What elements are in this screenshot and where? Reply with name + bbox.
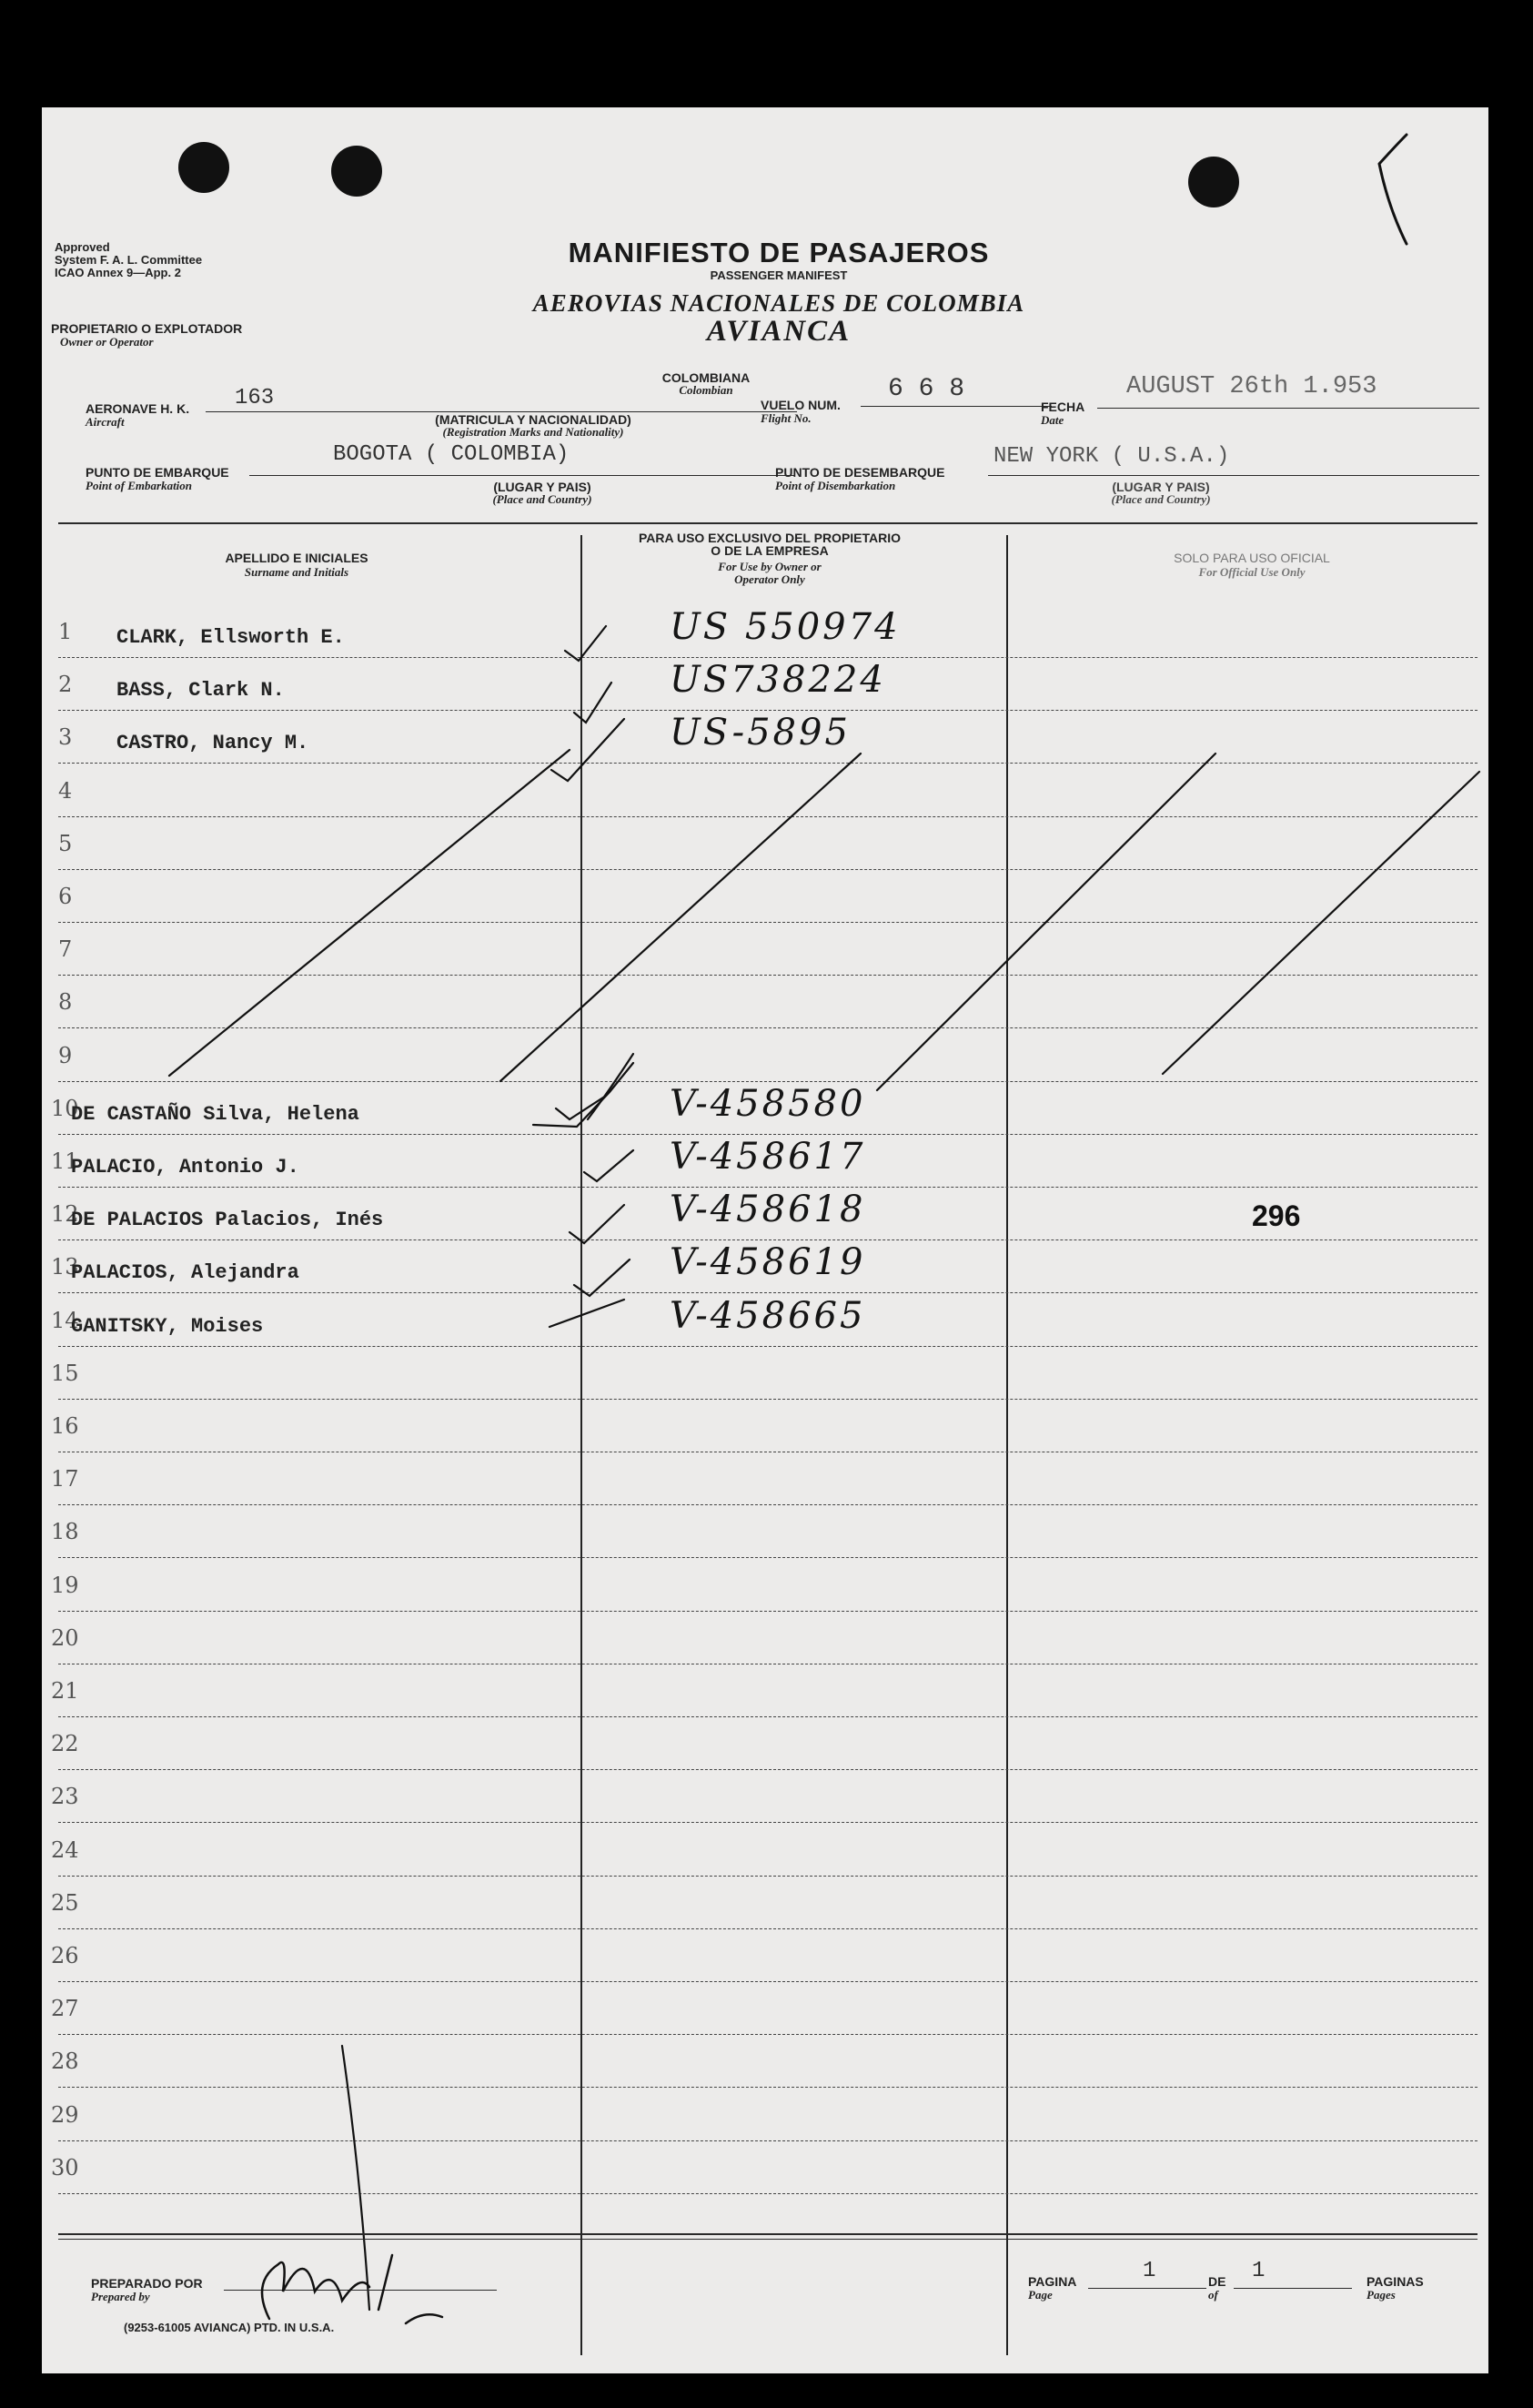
row-number: 10 (51, 1096, 79, 1121)
row-number: 2 (58, 672, 73, 697)
aircraft-label: AERONAVE H. K. (86, 401, 190, 416)
check-mark (574, 1260, 630, 1296)
page-label: PAGINA (1028, 2274, 1077, 2289)
airline-name: AEROVIAS NACIONALES DE COLOMBIA (532, 289, 1025, 317)
corner-flourish (1379, 135, 1407, 244)
row-number: 27 (51, 1996, 79, 2021)
owner-label: PROPIETARIO O EXPLOTADOR (51, 321, 243, 336)
check-mark (550, 1300, 624, 1327)
passport-number: US-5895 (670, 712, 851, 754)
nationality-label: COLOMBIANA (661, 370, 751, 385)
row-number: 9 (58, 1043, 73, 1068)
passport-number: V-458617 (670, 1136, 866, 1178)
pages-label: PAGINAS (1367, 2274, 1424, 2289)
passenger-name: DE PALACIOS Palacios, Inés (71, 1209, 384, 1231)
disembark-place-label: (LUGAR Y PAIS) (1112, 480, 1210, 494)
prepared-label-en: Prepared by (91, 2290, 150, 2303)
check-mark (556, 1096, 606, 1119)
approval-line-3: ICAO Annex 9—App. 2 (55, 266, 181, 279)
row-number: 23 (51, 1784, 79, 1809)
row-number: 4 (58, 778, 73, 804)
disembark-value: NEW YORK ( U.S.A.) (993, 444, 1230, 469)
total-value: 1 (1252, 2259, 1266, 2283)
date-label-en: Date (1041, 413, 1064, 427)
of-label-en: of (1208, 2288, 1218, 2302)
document-title: MANIFIESTO DE PASAJEROS (568, 237, 990, 268)
row-number: 30 (51, 2155, 79, 2180)
passenger-name: CASTRO, Nancy M. (116, 732, 309, 754)
slash-mark (1163, 772, 1479, 1074)
col-header-owner-en-2: Operator Only (734, 572, 805, 586)
handwritten-marks (42, 107, 1488, 2373)
pages-label-en: Pages (1367, 2288, 1396, 2302)
page-value: 1 (1143, 2259, 1156, 2283)
document-title-en: PASSENGER MANIFEST (710, 268, 848, 282)
row-number: 3 (58, 724, 73, 750)
row-number: 22 (51, 1731, 79, 1756)
passport-number: US738224 (670, 659, 886, 701)
row-number: 13 (51, 1254, 79, 1280)
disembark-label: PUNTO DE DESEMBARQUE (775, 465, 945, 480)
check-mark (570, 1205, 624, 1243)
approval-line-2: System F. A. L. Committee (55, 253, 203, 267)
disembark-label-en: Point of Disembarkation (775, 479, 896, 492)
official-use-value: 296 (1252, 1199, 1301, 1232)
row-number: 24 (51, 1837, 79, 1863)
row-number: 17 (51, 1466, 79, 1492)
slash-mark (169, 750, 570, 1076)
row-number: 19 (51, 1573, 79, 1598)
row-number: 7 (58, 936, 73, 962)
row-number: 8 (58, 989, 73, 1015)
embark-value: BOGOTA ( COLOMBIA) (333, 442, 570, 467)
passport-number: V-458580 (670, 1083, 866, 1125)
slash-mark (533, 1063, 633, 1127)
embark-label-en: Point of Embarkation (86, 479, 193, 492)
of-label: DE (1208, 2274, 1226, 2289)
col-header-owner-en: For Use by Owner or (718, 560, 822, 573)
row-number: 1 (58, 619, 73, 644)
approval-line-1: Approved (55, 240, 110, 254)
passenger-name: PALACIO, Antonio J. (71, 1156, 299, 1179)
owner-label-en: Owner or Operator (60, 335, 154, 349)
date-label: FECHA (1041, 400, 1085, 414)
prepared-label: PREPARADO POR (91, 2276, 203, 2291)
embark-place-label: (LUGAR Y PAIS) (493, 480, 591, 494)
row-number: 12 (51, 1201, 79, 1227)
row-number: 11 (51, 1148, 79, 1174)
col-header-official: SOLO PARA USO OFICIAL (1174, 551, 1330, 565)
total-underline (1234, 2288, 1352, 2289)
row-number: 20 (51, 1625, 79, 1651)
flight-value: 6 6 8 (888, 375, 965, 403)
row-number: 15 (51, 1361, 79, 1386)
col-header-name: APELLIDO E INICIALES (225, 551, 368, 565)
slash-mark (500, 754, 861, 1081)
row-number: 21 (51, 1678, 79, 1704)
slash-mark (877, 754, 1215, 1090)
registration-label-en: (Registration Marks and Nationality) (442, 425, 624, 439)
printer-note: (9253-61005 AVIANCA) PTD. IN U.S.A. (124, 2321, 335, 2334)
col-header-owner-2: O DE LA EMPRESA (711, 543, 829, 558)
check-mark (565, 626, 606, 661)
nationality-label-en: Colombian (679, 383, 733, 397)
col-header-owner: PARA USO EXCLUSIVO DEL PROPIETARIO (638, 531, 902, 545)
manifest-sheet (42, 107, 1488, 2373)
registration-label: (MATRICULA Y NACIONALIDAD) (435, 412, 631, 427)
embark-place-label-en: (Place and Country) (492, 492, 592, 506)
page-label-en: Page (1028, 2288, 1053, 2302)
date-value: AUGUST 26th 1.953 (1126, 373, 1377, 400)
airline-short: AVIANCA (706, 315, 852, 348)
page-underline (1088, 2288, 1206, 2289)
flight-label: VUELO NUM. (761, 398, 841, 412)
passport-number: V-458665 (670, 1295, 866, 1337)
passenger-name: BASS, Clark N. (116, 679, 285, 702)
embark-label: PUNTO DE EMBARQUE (86, 465, 229, 480)
flight-label-en: Flight No. (761, 411, 812, 425)
check-mark (574, 683, 611, 723)
row-number: 26 (51, 1943, 79, 1968)
row-number: 18 (51, 1519, 79, 1544)
check-mark (551, 719, 624, 781)
row-number: 14 (51, 1308, 79, 1333)
aircraft-value: 163 (235, 386, 275, 410)
row-number: 16 (51, 1413, 79, 1439)
passport-number: V-458618 (670, 1189, 866, 1230)
footer-rule (58, 2233, 1478, 2235)
aircraft-label-en: Aircraft (86, 415, 125, 429)
disembark-place-label-en: (Place and Country) (1111, 492, 1211, 506)
check-mark (584, 1150, 633, 1181)
col-header-name-en: Surname and Initials (244, 565, 349, 579)
passenger-name: CLARK, Ellsworth E. (116, 626, 345, 649)
passenger-name: GANITSKY, Moises (71, 1315, 264, 1338)
passport-number: US 550974 (670, 606, 901, 648)
row-number: 25 (51, 1890, 79, 1916)
passenger-name: DE CASTAÑO Silva, Helena (71, 1103, 359, 1126)
row-number: 28 (51, 2049, 79, 2074)
row-number: 6 (58, 884, 73, 909)
passport-number: V-458619 (670, 1241, 866, 1283)
passenger-name: PALACIOS, Alejandra (71, 1261, 299, 1284)
row-number: 5 (58, 831, 73, 856)
row-number: 29 (51, 2102, 79, 2128)
slash-mark (588, 1054, 633, 1119)
col-header-official-en: For Official Use Only (1198, 565, 1306, 579)
